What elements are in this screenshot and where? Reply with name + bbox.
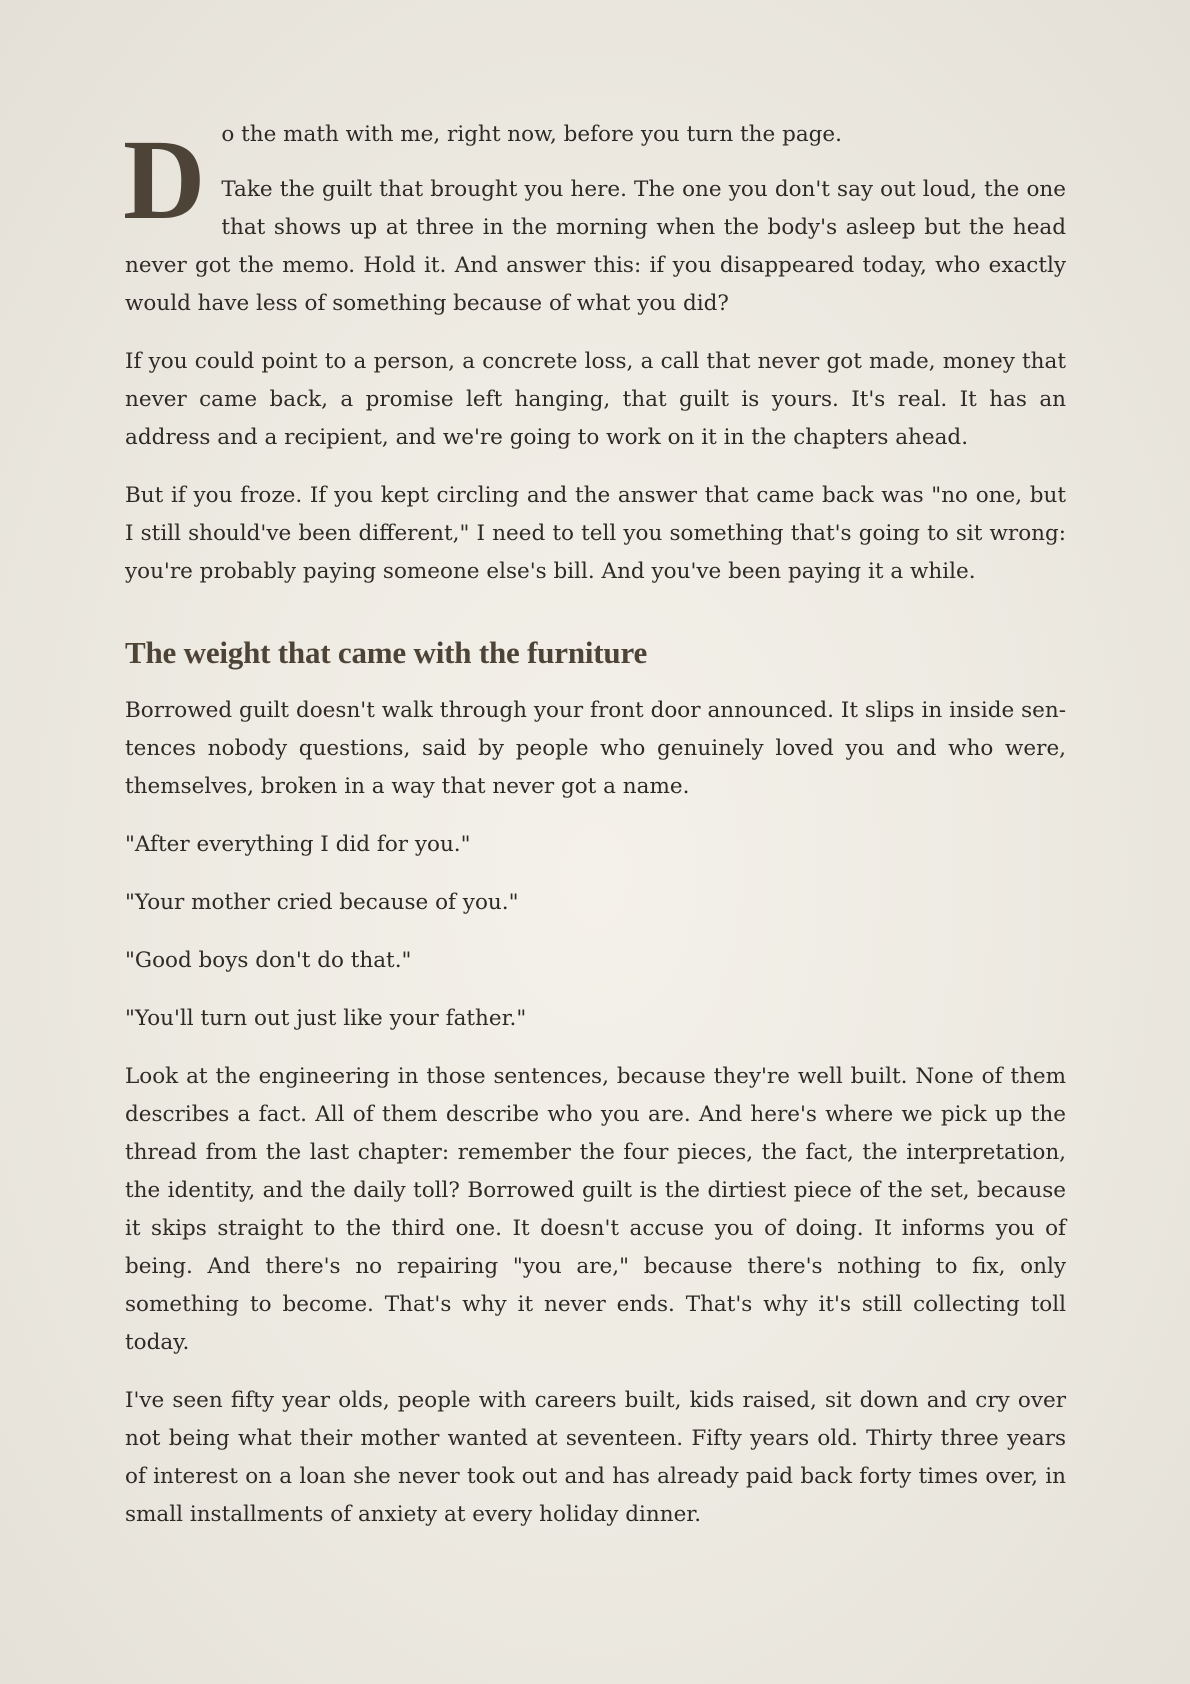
quote-3: "Good boys don't do that." — [125, 948, 412, 973]
opening-line: o the math with me, right now, before you turn the page. — [221, 122, 842, 147]
paragraph-intro-2: If you could point to a person, a concrete loss, a call that never got made, money that never came back, a promise left hanging, that guilt is yours. It's real. It has an address and a recipient, and we're going to work on it in the chapters ahead. — [125, 349, 1066, 450]
section-heading: The weight that came with the furniture — [125, 635, 648, 670]
quote-4: "You'll turn out just like your father." — [125, 1006, 527, 1031]
quote-2: "Your mother cried because of you." — [125, 890, 519, 915]
chapter-body — [125, 116, 1066, 1534]
paragraph-intro-1: Take the guilt that brought you here. The one you don't say out loud, the one that shows up at three in the morning when the body's asleep but the head never got the memo. Hold it. And answer this: if you disappeared today, who exactly would have less of something because of what you did? — [125, 177, 1066, 316]
quote-1: "After everything I did for you." — [125, 832, 471, 857]
drop-cap: D — [123, 116, 206, 243]
paragraph-intro-3: But if you froze. If you kept circling and the answer that came back was "no one, but I still should've been different," I need to tell you something that's going to sit wrong: you're probably paying someone else's bill. And you've been paying it a while. — [125, 483, 1066, 584]
paragraph-closing-2: I've seen fifty year olds, people with careers built, kids raised, sit down and cry over not being what their mother wanted at seventeen. Fifty years old. Thirty three years of interest on a loan she never took out and has already paid back forty times over, in small installments of anxiety at every holiday dinner. — [125, 1388, 1066, 1527]
paragraph-closing-1: Look at the engineering in those sentences, because they're well built. None of them describes a fact. All of them describe who you are. And here's where we pick up the thread from the last chapter: remember the four pieces, the fact, the interpretation, the identity, and the daily toll? Borrowed guilt is the dirtiest piece of the set, because it skips straight to the third one. It doesn't accuse you of doing. It informs you of being. And there's no repairing "you are," because there's nothing to fix, only something to become. That's why it never ends. That's why it's still collecting toll today. — [125, 1064, 1066, 1355]
paragraph-section-intro: Borrowed guilt doesn't walk through your front door announced. It slips in inside sentences nobody questions, said by people who genuinely loved you and who were, themselves, broken in a way that never got a name. — [125, 698, 1066, 799]
